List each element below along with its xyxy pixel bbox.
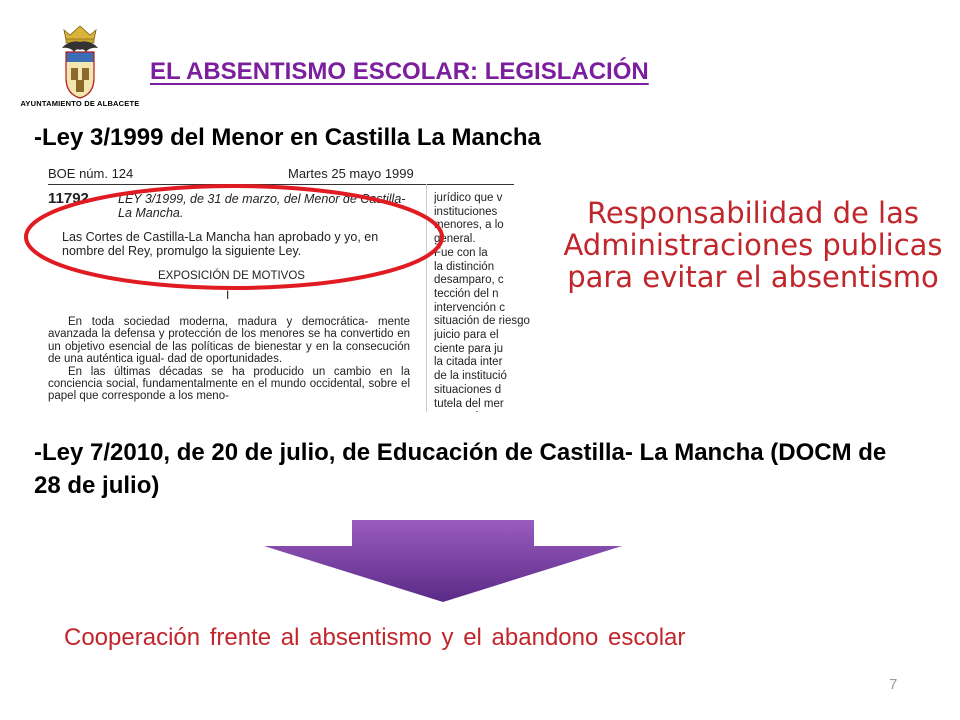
boe-right-column-line: tutela del mer <box>434 397 504 410</box>
boe-date: Martes 25 mayo 1999 <box>288 166 414 181</box>
highlight-ellipse <box>22 182 446 292</box>
boe-right-column-line: desamparo, c <box>434 274 504 287</box>
boe-paragraph: En toda sociedad moderna, madura y democrática- mente avanzada la defensa y protección de los menores se ha convertido en un objetivo esencial de las políticas de bienestar y en la consecución de una auténtica igual- dad de oportunidades. <box>48 316 410 366</box>
cooperation-statement: Cooperación frente al absentismo y el abandono escolar <box>64 624 686 651</box>
boe-issue-number: BOE núm. 124 <box>48 166 134 181</box>
boe-right-column-line: instituciones <box>434 205 498 218</box>
page-number: 7 <box>889 676 898 693</box>
boe-right-column-line: general. <box>434 233 476 246</box>
boe-entry-number: 11792 <box>48 190 89 207</box>
boe-right-column-line: Fue con la <box>434 246 488 259</box>
boe-right-column-line: tección del n <box>434 287 499 300</box>
boe-promulgation-text: Las Cortes de Castilla-La Mancha han aprobado y yo, en nombre del Rey, promulgo la siguiente Ley. <box>62 230 379 258</box>
boe-law-title: LEY 3/1999, de 31 de marzo, del Menor de Castilla-La Mancha. <box>118 192 406 220</box>
responsibility-callout: Responsabilidad de las Administraciones publicas para evitar el absentismo <box>563 196 943 294</box>
boe-motivos-heading: EXPOSICIÓN DE MOTIVOS <box>158 270 305 282</box>
boe-right-column-line: de la institució <box>434 370 507 383</box>
law-1999-heading: -Ley 3/1999 del Menor en Castilla La Mancha <box>34 124 541 151</box>
law-2010-heading: -Ley 7/2010, de 20 de julio, de Educación de Castilla- La Mancha (DOCM de 28 de julio) <box>34 439 887 499</box>
slide-title: EL ABSENTISMO ESCOLAR: LEGISLACIÓN <box>150 58 649 85</box>
boe-right-column-line: jurídico que v <box>434 192 503 204</box>
boe-right-column-line: intervención c <box>434 301 505 314</box>
boe-header <box>48 166 514 181</box>
boe-right-column <box>434 192 530 412</box>
boe-right-column-line: la citada inter <box>434 356 503 369</box>
boe-section-numeral: I <box>226 288 230 302</box>
boe-right-column-line: menores, a lo <box>434 219 504 232</box>
boe-body-text <box>48 316 410 403</box>
boe-right-column-line: situaciones d <box>434 383 502 396</box>
down-arrow-icon <box>260 518 626 604</box>
boe-right-column-line <box>434 411 530 412</box>
boe-paragraph: En las últimas décadas se ha producido un cambio en la conciencia social, fundamentalmente en el mundo occidental, sobre el papel que corresponde a los meno- <box>48 365 410 403</box>
boe-right-column-line: la distinción <box>434 260 495 273</box>
boe-right-column-line: situación de riesgo <box>434 315 530 328</box>
boe-right-column-line: juicio para el <box>434 329 499 342</box>
logo-caption: AYUNTAMIENTO DE ALBACETE <box>20 99 140 108</box>
boe-right-column-line: ciente para ju <box>434 342 504 355</box>
